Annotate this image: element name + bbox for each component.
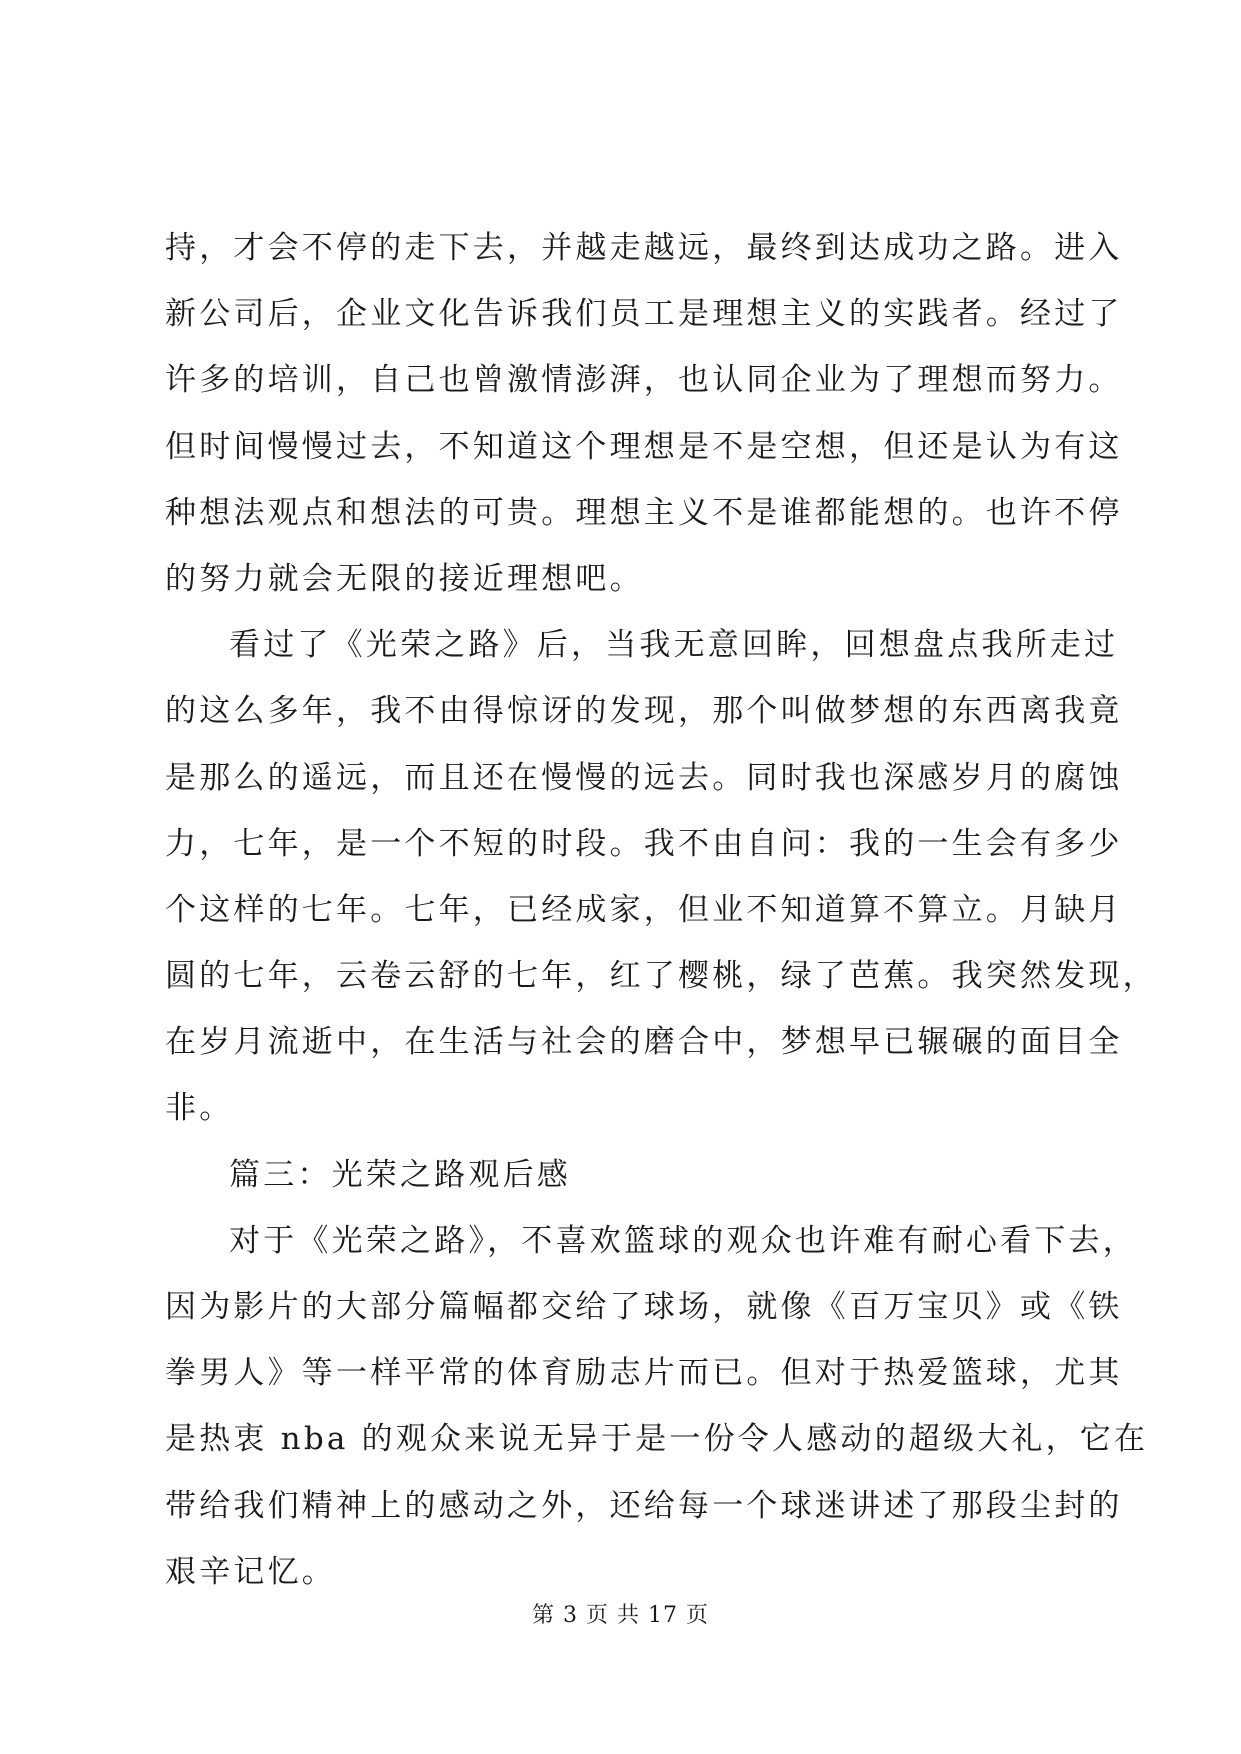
text-line: 持，才会不停的走下去，并越走越远，最终到达成功之路。进入 [165,230,1123,266]
text-line: 个这样的七年。七年，已经成家，但业不知道算不算立。月缺月 [165,891,1123,928]
page-footer: 第 3 页 共 17 页 [532,1603,709,1628]
text-line: 是那么的遥远，而且还在慢慢的远去。同时我也深感岁月的腐蚀 [165,759,1123,796]
text-line: 拳男人》等一样平常的体育励志片而已。但对于热爱篮球，尤其 [165,1355,1123,1392]
text-line: 圆的七年，云卷云舒的七年，红了樱桃，绿了芭蕉。我突然发现， [165,958,1157,995]
text-line: 是热衷 nba 的观众来说无异于是一份令人感动的超级大礼，它在 [165,1421,1149,1458]
text-line: 新公司后，企业文化告诉我们员工是理想主义的实践者。经过了 [165,296,1123,333]
text-line: 的努力就会无限的接近理想吧。 [165,560,644,597]
text-line: 艰辛记忆。 [165,1553,336,1590]
text-line: 种想法观点和想法的可贵。理想主义不是谁都能想的。也许不停 [165,494,1123,531]
text-line: 但时间慢慢过去，不知道这个理想是不是空想，但还是认为有这 [165,428,1123,465]
document-body [165,230,1157,1620]
text-line: 看过了《光荣之路》后，当我无意回眸，回想盘点我所走过 [229,627,1119,664]
text-line: 许多的培训，自己也曾激情澎湃，也认同企业为了理想而努力。 [165,362,1123,399]
text-line: 因为影片的大部分篇幅都交给了球场，就像《百万宝贝》或《铁 [165,1289,1123,1325]
text-line: 对于《光荣之路》，不喜欢篮球的观众也许难有耐心看下去， [229,1222,1137,1259]
text-line: 带给我们精神上的感动之外，还给每一个球迷讲述了那段尘封的 [165,1487,1123,1524]
text-line: 非。 [165,1090,234,1127]
text-line: 的这么多年，我不由得惊讶的发现，那个叫做梦想的东西离我竟 [165,693,1123,730]
text-line: 在岁月流逝中，在生活与社会的磨合中，梦想早已辗碾的面目全 [165,1024,1123,1061]
text-line: 力，七年，是一个不短的时段。我不由自问：我的一生会有多少 [165,825,1123,862]
text-line: 篇三：光荣之路观后感 [229,1156,571,1193]
